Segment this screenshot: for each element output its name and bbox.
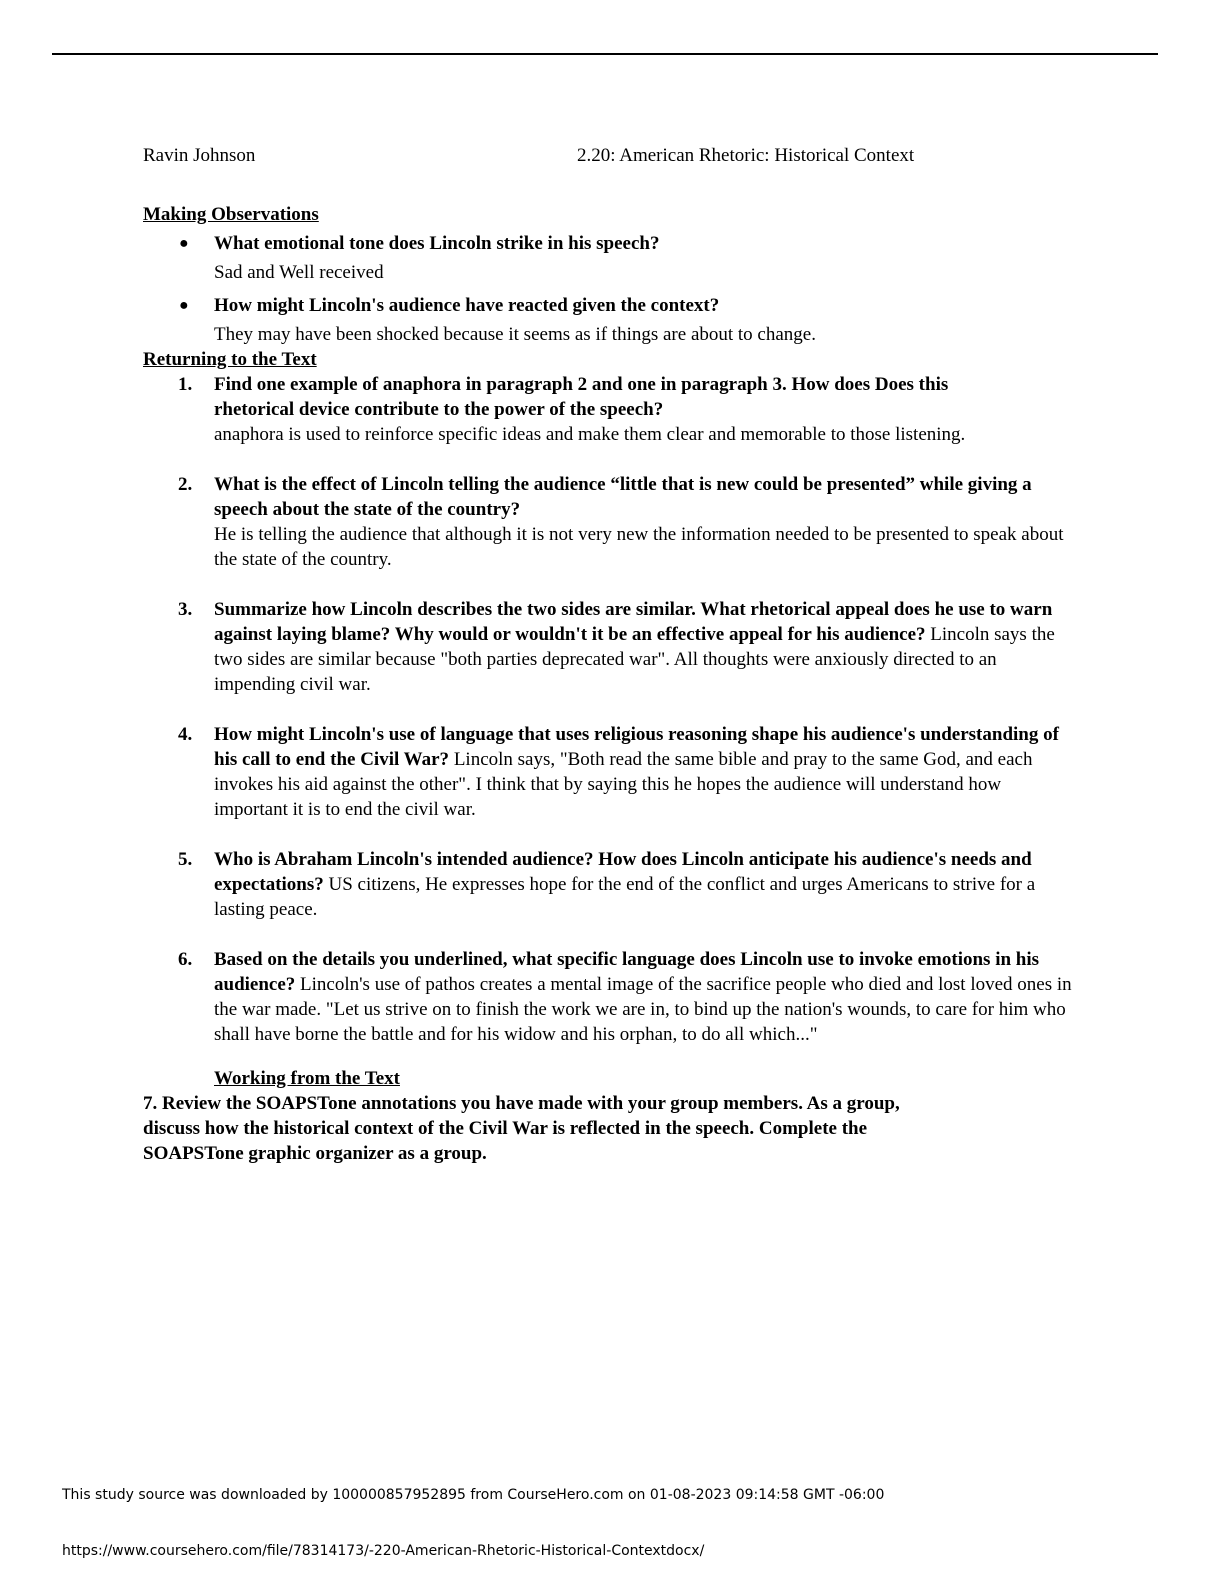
question-number: 1. [178,374,193,395]
student-name: Ravin Johnson [143,145,256,166]
question-item [143,597,1073,697]
observation-answer: They may have been shocked because it seems as if things are about to change. [214,324,816,345]
making-observations-heading: Making Observations [143,204,319,225]
top-rule [52,53,1158,55]
question-item [143,472,1073,572]
observation-item [143,229,1073,287]
observation-item [143,291,914,349]
download-note: This study source was downloaded by 100000857952895 from CourseHero.com on 01-08-2023 09:14:58 GMT -06:00 [62,1487,885,1503]
question-text: Based on the details you underlined, what specific language does Lincoln use to invoke emotions in his audience? [214,949,1040,995]
question-text: How might Lincoln's use of language that uses religious reasoning shape his audience's understanding of his call to end the Civil War? [214,724,1059,770]
question-item [143,372,1004,447]
question-answer: Lincoln says, "Both read the same bible and pray to the same God, and each invokes his aid against the other". I think that by saying this he hopes the audience will understand how important it is to end the civil war. [214,749,1033,820]
source-url[interactable]: https://www.coursehero.com/file/78314173/-220-American-Rhetoric-Historical-Contextdocx/ [62,1543,705,1559]
question-item [143,847,1073,922]
observations-list [143,229,1073,349]
working-heading: Working from the Text [214,1068,400,1089]
question-answer: anaphora is used to reinforce specific ideas and make them clear and memorable to those listening. [214,424,966,445]
returning-heading: Returning to the Text [143,349,317,370]
question-number: 4. [178,724,193,745]
worksheet-body [143,202,1073,1166]
bullet-icon: ● [179,235,189,252]
questions-list [143,372,1073,1047]
question-answer: Lincoln says the two sides are similar because "both parties deprecated war". All thoughts were anxiously directed to an impending civil war. [214,624,1055,695]
question-text: Summarize how Lincoln describes the two sides are similar. What rhetorical appeal does he use to warn against laying blame? Why would or wouldn't it be an effective appeal for his audience? [214,599,1053,645]
observation-question: What emotional tone does Lincoln strike in his speech? [214,233,660,254]
question-answer: US citizens, He expresses hope for the end of the conflict and urges Americans to strive for a lasting peace. [214,874,1036,920]
question-item [143,722,1073,822]
question-number: 6. [178,949,193,970]
question-answer: He is telling the audience that although it is not very new the information needed to be presented to speak about the state of the country. [214,524,1064,570]
question-number: 5. [178,849,193,870]
observation-answer: Sad and Well received [214,262,384,283]
question-answer: Lincoln's use of pathos creates a mental image of the sacrifice people who died and lost loved ones in the war made. "Let us strive on to finish the work we are in, to bind up the nation's wounds, to care for him who shall have borne the battle and for his widow and his orphan, to do all which..." [214,974,1072,1045]
bullet-icon: ● [179,297,189,314]
question-text: What is the effect of Lincoln telling the audience “little that is new could be presented” while giving a speech about the state of the country? [214,474,1032,520]
observation-question: How might Lincoln's audience have reacted given the context? [214,295,720,316]
question-item [143,947,1073,1047]
assignment-title: 2.20: American Rhetoric: Historical Context [577,145,915,166]
question-number: 3. [178,599,193,620]
question-text: Who is Abraham Lincoln's intended audience? How does Lincoln anticipate his audience's needs and expectations? [214,849,1032,895]
question-number: 2. [178,474,193,495]
question-text: Find one example of anaphora in paragraph 2 and one in paragraph 3. How does Does this rhetorical device contribute to the power of the speech? [214,374,949,420]
group-task: 7. Review the SOAPSTone annotations you have made with your group members. As a group, discuss how the historical context of the Civil War is reflected in the speech. Complete the SOAPSTone graphic organizer as a group. [143,1093,900,1164]
